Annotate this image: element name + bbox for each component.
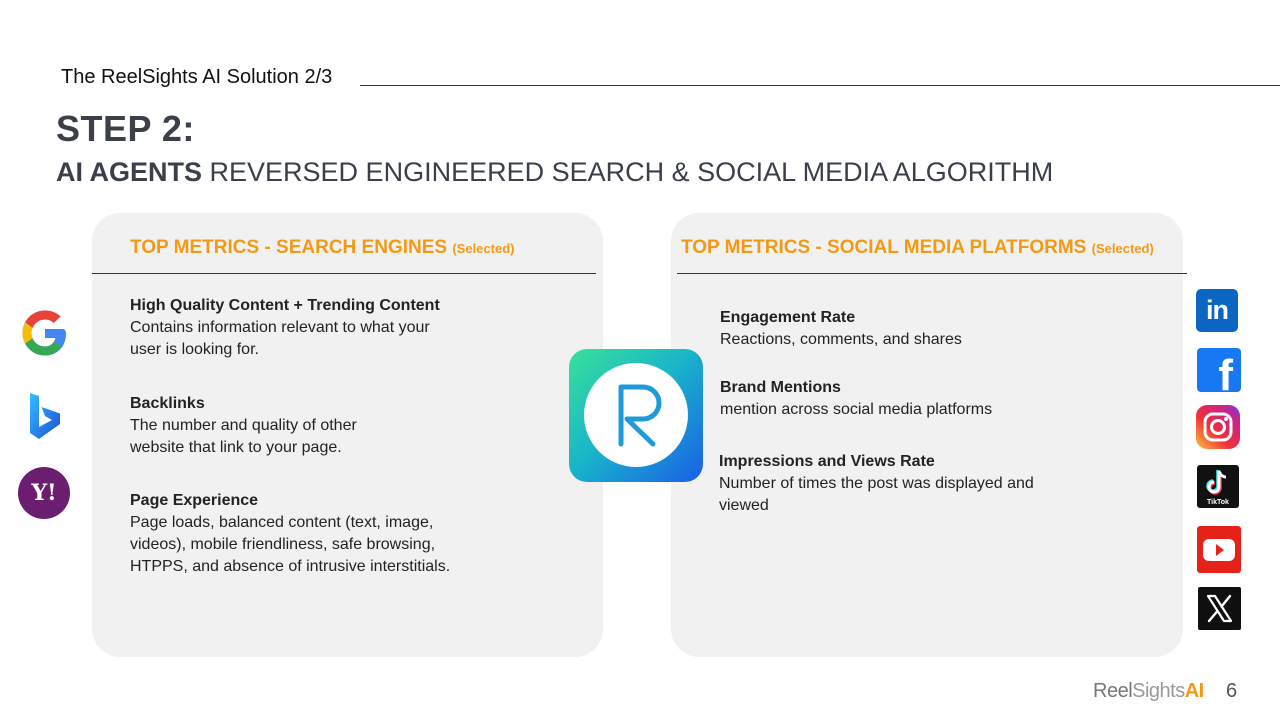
metric-title: Page Experience <box>130 492 259 509</box>
social-metric <box>720 377 992 421</box>
header-divider <box>360 85 1280 86</box>
social-metric <box>719 451 1034 517</box>
metric-title: Brand Mentions <box>720 379 841 396</box>
metric-desc-line: Contains information relevant to what your <box>130 319 430 336</box>
search-engines-panel <box>92 213 603 657</box>
metric-desc-line: The number and quality of other <box>130 417 357 434</box>
metric-desc-line: user is looking for. <box>130 341 259 358</box>
x-icon <box>1198 587 1241 630</box>
search-heading-text: TOP METRICS - SEARCH ENGINES <box>130 237 448 258</box>
search-panel-divider <box>92 273 596 274</box>
facebook-glyph: f <box>1218 351 1233 392</box>
metric-desc-line: videos), mobile friendliness, safe browsing, <box>130 536 436 553</box>
page-number: 6 <box>1226 680 1238 702</box>
yahoo-icon: Y! <box>18 467 70 519</box>
search-metric <box>130 295 440 361</box>
facebook-icon <box>1197 348 1241 392</box>
brand-ai: AI <box>1184 680 1204 702</box>
social-panel-divider <box>677 273 1187 274</box>
google-icon <box>18 305 72 361</box>
subtitle-rest: REVERSED ENGINEERED SEARCH & SOCIAL MEDIA ALGORITHM <box>202 157 1054 187</box>
metric-desc-line: Page loads, balanced content (text, image, <box>130 514 434 531</box>
social-panel-heading <box>681 237 1154 259</box>
metric-title: Engagement Rate <box>720 309 856 326</box>
step-title: STEP 2: <box>56 108 195 149</box>
instagram-icon <box>1196 405 1240 449</box>
youtube-icon <box>1197 526 1241 573</box>
metric-title: Impressions and Views Rate <box>719 453 935 470</box>
linkedin-icon: in <box>1196 289 1238 332</box>
search-panel-heading <box>130 237 514 259</box>
metric-title: Backlinks <box>130 395 205 412</box>
reelsights-logo-icon <box>569 349 703 482</box>
metric-desc-line: HTPPS, and absence of intrusive interstitials. <box>130 558 451 575</box>
social-platforms-panel <box>671 213 1183 657</box>
slide-subtitle <box>56 157 1053 188</box>
metric-title: High Quality Content + Trending Content <box>130 297 440 314</box>
section-title: The ReelSights AI Solution 2/3 <box>61 66 333 88</box>
search-metric <box>130 490 450 578</box>
tiktok-label: TikTok <box>1207 499 1229 506</box>
metric-desc-line: viewed <box>719 497 769 514</box>
tiktok-icon <box>1197 465 1239 508</box>
search-heading-note: (Selected) <box>452 241 515 256</box>
reelsights-app-logo <box>569 349 703 482</box>
metric-desc-line: Reactions, comments, and shares <box>720 331 962 348</box>
brand-sights: Sights <box>1132 680 1185 702</box>
brand-reel: Reel <box>1093 680 1133 702</box>
footer-brand-logo <box>1093 680 1204 703</box>
metric-desc-line: website that link to your page. <box>130 439 342 456</box>
metric-desc-line: mention across social media platforms <box>720 401 993 418</box>
social-heading-note: (Selected) <box>1091 241 1154 256</box>
social-metric <box>720 307 962 351</box>
metric-desc-line: Number of times the post was displayed and <box>719 475 1034 492</box>
subtitle-bold: AI AGENTS <box>56 157 203 187</box>
bing-icon <box>24 389 66 443</box>
search-metric <box>130 393 357 459</box>
social-heading-text: TOP METRICS - SOCIAL MEDIA PLATFORMS <box>681 237 1087 258</box>
